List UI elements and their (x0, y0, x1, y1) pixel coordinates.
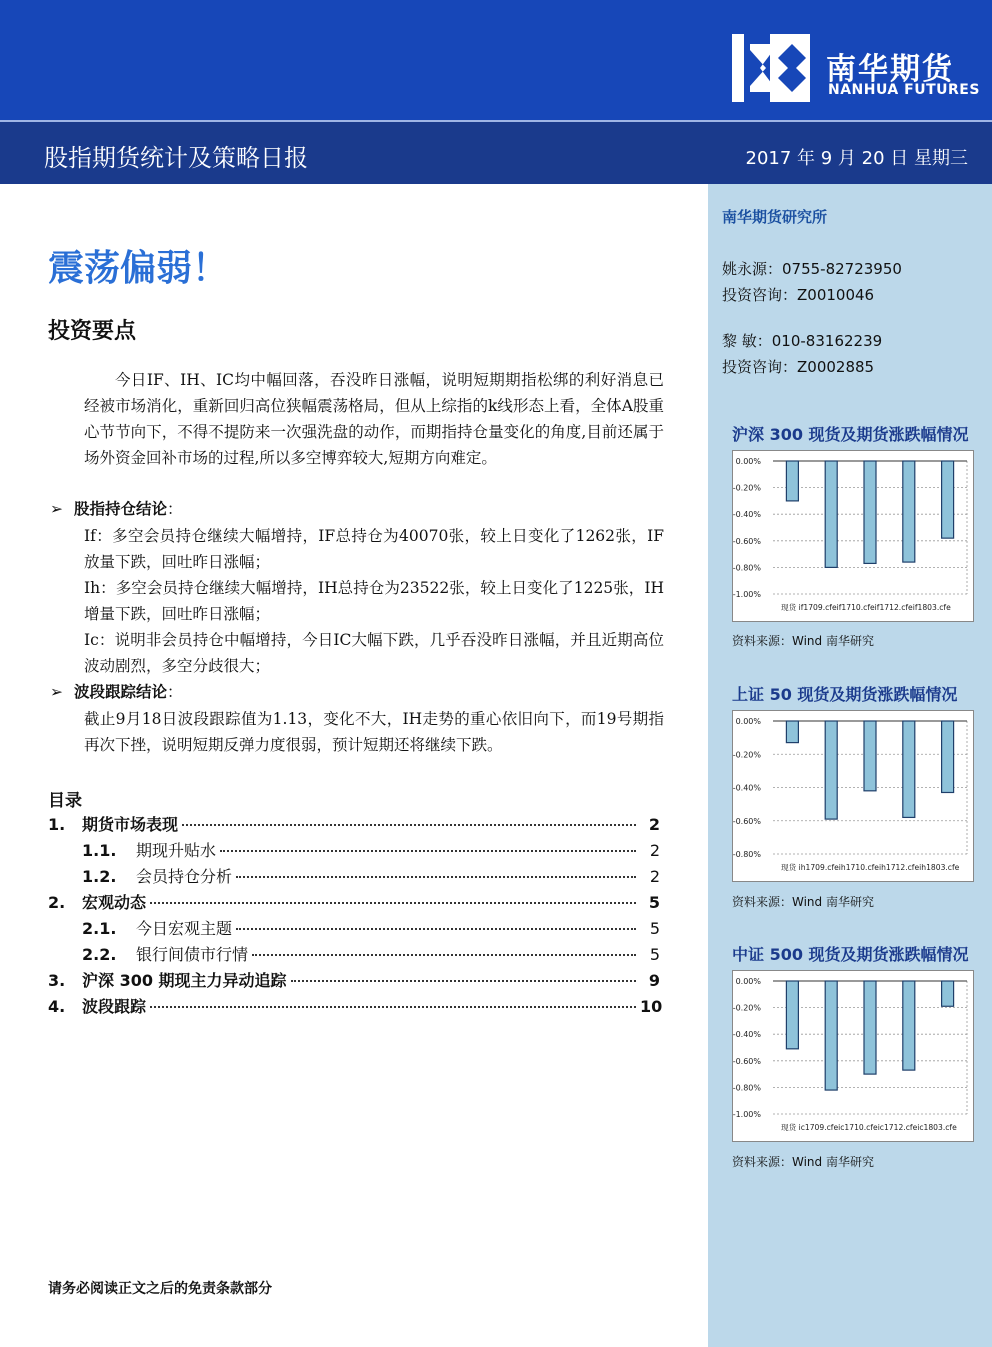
y-tick-label: -0.60% (733, 1056, 761, 1066)
analyst1-license: 投资咨询：Z0010046 (722, 286, 875, 304)
arrow-bullet-icon: ➢ (50, 683, 63, 701)
toc-item-label: 波段跟踪 (82, 997, 147, 1016)
toc-item-page: 2 (648, 815, 660, 834)
toc-item-number: 1.2. (82, 867, 117, 886)
bar (903, 721, 915, 817)
bar (786, 721, 798, 743)
disclaimer-note: 请务必阅读正文之后的免责条款部分 (48, 1281, 272, 1297)
title-bar (0, 120, 992, 184)
toc-dot-leader (236, 876, 636, 878)
y-tick-label: -0.20% (733, 750, 761, 760)
ic-paragraph: Ic：说明非会员持仓中幅增持，今日IC大幅下跌，几乎吞没昨日涨幅，并且近期高位波动剧烈，多空分歧很大； (84, 631, 664, 675)
toc-item[interactable] (48, 942, 660, 968)
toc-item-label: 会员持仓分析 (136, 867, 233, 886)
bullet-suffix: ： (167, 683, 183, 701)
chart-sz50-svg (733, 711, 973, 881)
chart-title-sz50: 上证 50 现货及期货涨跌幅情况 (732, 685, 958, 704)
toc-item-label: 沪深 300 期现主力异动追踪 (82, 971, 287, 990)
y-tick-label: -0.60% (733, 816, 761, 826)
y-tick-label: 0.00% (735, 977, 761, 986)
section-title: 投资要点 (48, 319, 137, 344)
y-tick-label: -0.60% (733, 536, 761, 546)
chart-source-zz500: 资料来源：Wind 南华研究 (732, 1155, 874, 1169)
bar (786, 461, 798, 501)
nanhua-logo-icon (730, 34, 810, 102)
toc-dot-leader (252, 954, 636, 956)
y-tick-label: -1.00% (733, 590, 761, 599)
y-tick-label: -0.40% (733, 783, 761, 793)
toc-item-number: 2.1. (82, 919, 117, 938)
y-tick-label: -0.80% (733, 1083, 761, 1093)
wave-paragraph: 截止9月18日波段跟踪值为1.13，变化不大，IH走势的重心依旧向下，而19号期指再次下挫，说明短期反弹力度很弱，预计短期还将继续下跌。 (84, 710, 664, 754)
y-tick-label: 0.00% (735, 457, 761, 466)
toc-item-label: 宏观动态 (82, 893, 147, 912)
toc-item-page: 2 (649, 867, 660, 886)
toc-dot-leader (291, 980, 636, 982)
toc-item-label: 今日宏观主题 (136, 919, 233, 938)
toc-item[interactable] (48, 838, 660, 864)
top-banner (0, 0, 992, 120)
bar (825, 461, 837, 567)
toc-dot-leader (150, 1006, 636, 1008)
bar (864, 461, 876, 563)
bar (825, 721, 837, 819)
chart-sz50 (732, 710, 974, 882)
bar (942, 721, 954, 792)
toc-item-number: 2. (48, 893, 66, 912)
x-category-labels: 现货 ih1709.cfeih1710.cfeih1712.cfeih1803.cfe (781, 863, 960, 872)
chart-source-sz50: 资料来源：Wind 南华研究 (732, 895, 874, 909)
y-tick-label: 0.00% (735, 717, 761, 726)
bar (864, 721, 876, 791)
y-tick-label: -0.20% (733, 483, 761, 493)
chart-zz500-svg (733, 971, 973, 1141)
report-date: 2017 年 9 月 20 日 星期三 (745, 148, 968, 169)
headline: 震荡偏弱！ (48, 248, 229, 289)
toc-item-number: 3. (48, 971, 66, 990)
toc-item-number: 1.1. (82, 841, 117, 860)
x-category-labels: 现货 ic1709.cfeic1710.cfeic1712.cfeic1803.cfe (781, 1123, 957, 1132)
bullet-suffix: ： (167, 500, 183, 518)
toc-item-page: 9 (648, 971, 660, 990)
chart-source-hs300: 资料来源：Wind 南华研究 (732, 634, 874, 648)
toc-heading: 目录 (48, 791, 82, 811)
toc-item-page: 10 (640, 997, 663, 1016)
toc-item-page: 5 (649, 945, 660, 964)
analyst2-contact: 黎 敏：010-83162239 (722, 332, 883, 350)
bullet-title: 股指持仓结论 (74, 500, 168, 518)
toc-item[interactable] (48, 890, 660, 916)
toc-item-label: 期现升贴水 (136, 841, 217, 860)
y-tick-label: -0.40% (733, 1030, 761, 1040)
toc-dot-leader (220, 850, 636, 852)
bar (786, 981, 798, 1049)
toc-item[interactable] (48, 812, 660, 838)
bar (825, 981, 837, 1090)
toc-item[interactable] (48, 994, 663, 1020)
bullet-wave-conclusion (50, 680, 183, 702)
toc-item[interactable] (48, 916, 660, 942)
bar (903, 461, 915, 562)
toc-item[interactable] (48, 968, 660, 994)
toc-item-number: 2.2. (82, 945, 117, 964)
chart-hs300 (732, 450, 974, 622)
bullet-position-conclusion (50, 497, 183, 519)
toc-item-label: 银行间债市行情 (136, 945, 249, 964)
bar (942, 461, 954, 538)
chart-title-hs300: 沪深 300 现货及期货涨跌幅情况 (732, 425, 969, 444)
analyst2-license: 投资咨询：Z0002885 (722, 358, 875, 376)
x-category-labels: 现货 if1709.cfeif1710.cfeif1712.cfeif1803.cfe (781, 603, 951, 612)
arrow-bullet-icon: ➢ (50, 500, 63, 518)
toc-item-page: 2 (649, 841, 660, 860)
chart-title-zz500: 中证 500 现货及期货涨跌幅情况 (732, 945, 969, 964)
toc-item-page: 5 (648, 893, 660, 912)
brand-name-en: NANHUA FUTURES (828, 82, 980, 98)
y-tick-label: -0.80% (733, 850, 761, 859)
bullet-title: 波段跟踪结论 (74, 683, 168, 701)
toc-item-number: 4. (48, 997, 66, 1016)
toc-item-number: 1. (48, 815, 66, 834)
chart-hs300-svg (733, 451, 973, 621)
bar (903, 981, 915, 1070)
if-paragraph: If：多空会员持仓继续大幅增持，IF总持仓为40070张，较上日变化了1262张，IF放量下跌，回吐昨日涨幅； (84, 527, 664, 571)
toc-dot-leader (182, 824, 636, 826)
brand-name-cn: 南华期货 (826, 52, 954, 87)
analyst1-contact: 姚永源：0755-82723950 (722, 260, 902, 278)
toc-dot-leader (150, 902, 636, 904)
bar (942, 981, 954, 1006)
bar (864, 981, 876, 1074)
report-title: 股指期货统计及策略日报 (44, 144, 308, 172)
chart-zz500 (732, 970, 974, 1142)
toc-dot-leader (236, 928, 636, 930)
intro-paragraph: 今日IF、IH、IC均中幅回落，吞没昨日涨幅，说明短期期指松绑的利好消息已经被市场消化，重新回归高位狭幅震荡格局，但从上综指的k线形态上看，全体A股重心节节向下，不得不提防来一次强洗盘的动作，而期指持仓量变化的角度,目前还属于场外资金回补市场的过程,所以多空博弈较大,短期方向难定。 (84, 371, 664, 467)
y-tick-label: -0.80% (733, 563, 761, 573)
institute-name: 南华期货研究所 (722, 208, 828, 226)
y-tick-label: -0.20% (733, 1003, 761, 1013)
toc-item[interactable] (48, 864, 660, 890)
ih-paragraph: Ih：多空会员持仓继续大幅增持，IH总持仓为23522张，较上日变化了1225张，IH增量下跌，回吐昨日涨幅； (84, 579, 664, 623)
toc-item-page: 5 (649, 919, 660, 938)
toc-item-label: 期货市场表现 (82, 815, 179, 834)
y-tick-label: -0.40% (733, 510, 761, 520)
y-tick-label: -1.00% (733, 1110, 761, 1119)
